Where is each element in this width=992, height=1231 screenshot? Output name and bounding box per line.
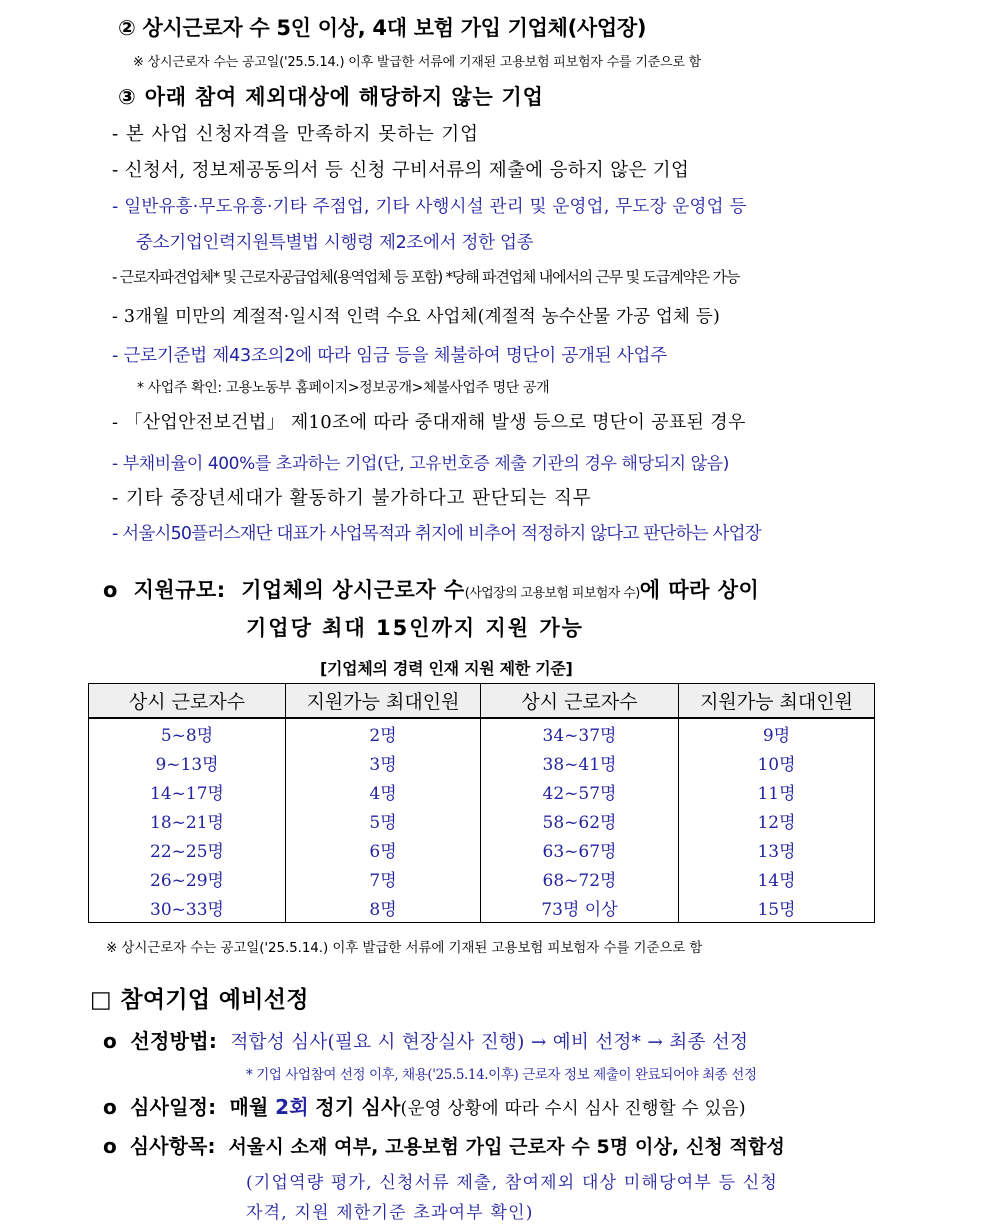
- exclusion-item: - 서울시50플러스재단 대표가 사업목적과 취지에 비추어 적정하지 않다고 판단하는 사업장: [112, 524, 761, 544]
- table-cell: 4명: [286, 777, 481, 806]
- bullet: o: [103, 578, 118, 602]
- table-cell: 7명: [286, 864, 481, 893]
- support-scale-line-2: 기업당 최대 15인까지 지원 가능: [246, 616, 584, 640]
- table-cell: 14명: [679, 864, 875, 893]
- bullet: o: [103, 1134, 117, 1158]
- exclusion-item: - 기타 중장년세대가 활동하기 불가하다고 판단되는 직무: [112, 488, 592, 509]
- method-text: 적합성 심사(필요 시 현장실사 진행) → 예비 선정* → 최종 선정: [230, 1032, 749, 1053]
- table-cell: 14~17명: [89, 777, 286, 806]
- table-header: 지원가능 최대인원: [286, 684, 481, 719]
- exclusion-item: - 본 사업 신청자격을 만족하지 못하는 기업: [112, 124, 479, 145]
- support-text: 에 따라 상이: [639, 578, 760, 602]
- table-cell: 15명: [679, 893, 875, 923]
- table-cell: 18~21명: [89, 806, 286, 835]
- table-cell: 10명: [679, 748, 875, 777]
- schedule-text: 정기 심사: [315, 1095, 401, 1119]
- table-cell: 12명: [679, 806, 875, 835]
- exclusion-item: - 3개월 미만의 계절적·일시적 인력 수요 사업체(계절적 농수산물 가공 업체 등): [112, 307, 721, 327]
- review-items-sub: 자격, 지원 제한기준 초과여부 확인): [246, 1203, 534, 1223]
- exclusion-subnote: * 사업주 확인: 고용노동부 홈페이지>정보공개>체불사업주 명단 공개: [137, 380, 550, 396]
- table-header: 상시 근로자수: [481, 684, 679, 719]
- support-text: 기업체의 상시근로자 수: [241, 578, 465, 602]
- exclusion-item-continued: 중소기업인력지원특별법 시행령 제2조에서 정한 업종: [136, 233, 534, 253]
- table-cell: 38~41명: [481, 748, 679, 777]
- table-row: [89, 835, 875, 864]
- section-2-note: ※ 상시근로자 수는 공고일('25.5.14.) 이후 발급한 서류에 기재된 고용보험 피보험자 수를 기준으로 함: [133, 55, 702, 70]
- section-3-heading: ③ 아래 참여 제외대상에 해당하지 않는 기업: [118, 85, 544, 109]
- method-label: 선정방법:: [130, 1029, 218, 1053]
- table-header: 상시 근로자수: [89, 684, 286, 719]
- table-cell: 9~13명: [89, 748, 286, 777]
- schedule-text: 매월: [229, 1095, 269, 1119]
- table-cell: 22~25명: [89, 835, 286, 864]
- review-items-sub: (기업역량 평가, 신청서류 제출, 참여제외 대상 미해당여부 등 신청: [246, 1173, 779, 1193]
- exclusion-item: - 근로기준법 제43조의2에 따라 임금 등을 체불하여 명단이 공개된 사업주: [112, 346, 667, 366]
- bullet: o: [103, 1029, 118, 1053]
- table-row: [89, 748, 875, 777]
- table-cell: 73명 이상: [481, 893, 679, 923]
- table-cell: 9명: [679, 718, 875, 748]
- table-cell: 11명: [679, 777, 875, 806]
- exclusion-item: - 일반유흥·무도유흥·기타 주점업, 기타 사행시설 관리 및 운영업, 무도장 운영업 등: [112, 197, 747, 217]
- table-header: 지원가능 최대인원: [679, 684, 875, 719]
- table-cell: 13명: [679, 835, 875, 864]
- schedule-paren: (운영 상황에 따라 수시 심사 진행할 수 있음): [400, 1099, 746, 1119]
- schedule-line: [103, 1091, 746, 1120]
- pre-selection-heading: □ 참여기업 예비선정: [90, 987, 309, 1013]
- table-cell: 63~67명: [481, 835, 679, 864]
- table-cell: 8명: [286, 893, 481, 923]
- table-row: [89, 718, 875, 748]
- selection-method-line: [103, 1025, 748, 1054]
- table-cell: 5명: [286, 806, 481, 835]
- table-caption: [기업체의 경력 인재 지원 제한 기준]: [320, 659, 573, 678]
- review-items-line: [103, 1130, 785, 1159]
- support-label: 지원규모:: [133, 578, 226, 602]
- table-cell: 30~33명: [89, 893, 286, 923]
- table-cell: 5~8명: [89, 718, 286, 748]
- exclusion-item: - 부채비율이 400%를 초과하는 기업(단, 고유번호증 제출 기관의 경우 해당되지 않음): [112, 454, 729, 474]
- table-note: ※ 상시근로자 수는 공고일('25.5.14.) 이후 발급한 서류에 기재된 고용보험 피보험자 수를 기준으로 함: [106, 940, 703, 956]
- support-scale-line: [103, 574, 759, 604]
- table-cell: 3명: [286, 748, 481, 777]
- exclusion-item: - 「산업안전보건법」 제10조에 따라 중대재해 발생 등으로 명단이 공표된 경우: [112, 412, 746, 433]
- table-cell: 6명: [286, 835, 481, 864]
- items-label: 심사항목:: [129, 1134, 216, 1158]
- table-cell: 68~72명: [481, 864, 679, 893]
- method-note: * 기업 사업참여 선정 이후, 채용('25.5.14.이후) 근로자 정보 제출이 완료되어야 최종 선정: [246, 1067, 757, 1083]
- table-row: [89, 806, 875, 835]
- items-text: 서울시 소재 여부, 고용보험 가입 근로자 수 5명 이상, 신청 적합성: [228, 1136, 785, 1158]
- table-header-row: [89, 684, 875, 719]
- table-cell: 26~29명: [89, 864, 286, 893]
- bullet: o: [103, 1095, 117, 1119]
- table-cell: 42~57명: [481, 777, 679, 806]
- table-cell: 58~62명: [481, 806, 679, 835]
- limit-table: [88, 683, 875, 923]
- section-2-heading: ② 상시근로자 수 5인 이상, 4대 보험 가입 기업체(사업장): [118, 16, 647, 40]
- support-small-text: (사업장의 고용보험 피보험자 수): [464, 586, 640, 601]
- table-cell: 2명: [286, 718, 481, 748]
- exclusion-item: - 신청서, 정보제공동의서 등 신청 구비서류의 제출에 응하지 않은 기업: [112, 160, 690, 181]
- table-row: [89, 893, 875, 923]
- schedule-label: 심사일정:: [130, 1095, 217, 1119]
- table-cell: 34~37명: [481, 718, 679, 748]
- exclusion-item: - 근로자파견업체* 및 근로자공급업체(용역업체 등 포함) *당해 파견업체 내에서의 근무 및 도급계약은 가능: [112, 268, 740, 286]
- table-row: [89, 777, 875, 806]
- schedule-count: 2회: [275, 1095, 309, 1119]
- table-row: [89, 864, 875, 893]
